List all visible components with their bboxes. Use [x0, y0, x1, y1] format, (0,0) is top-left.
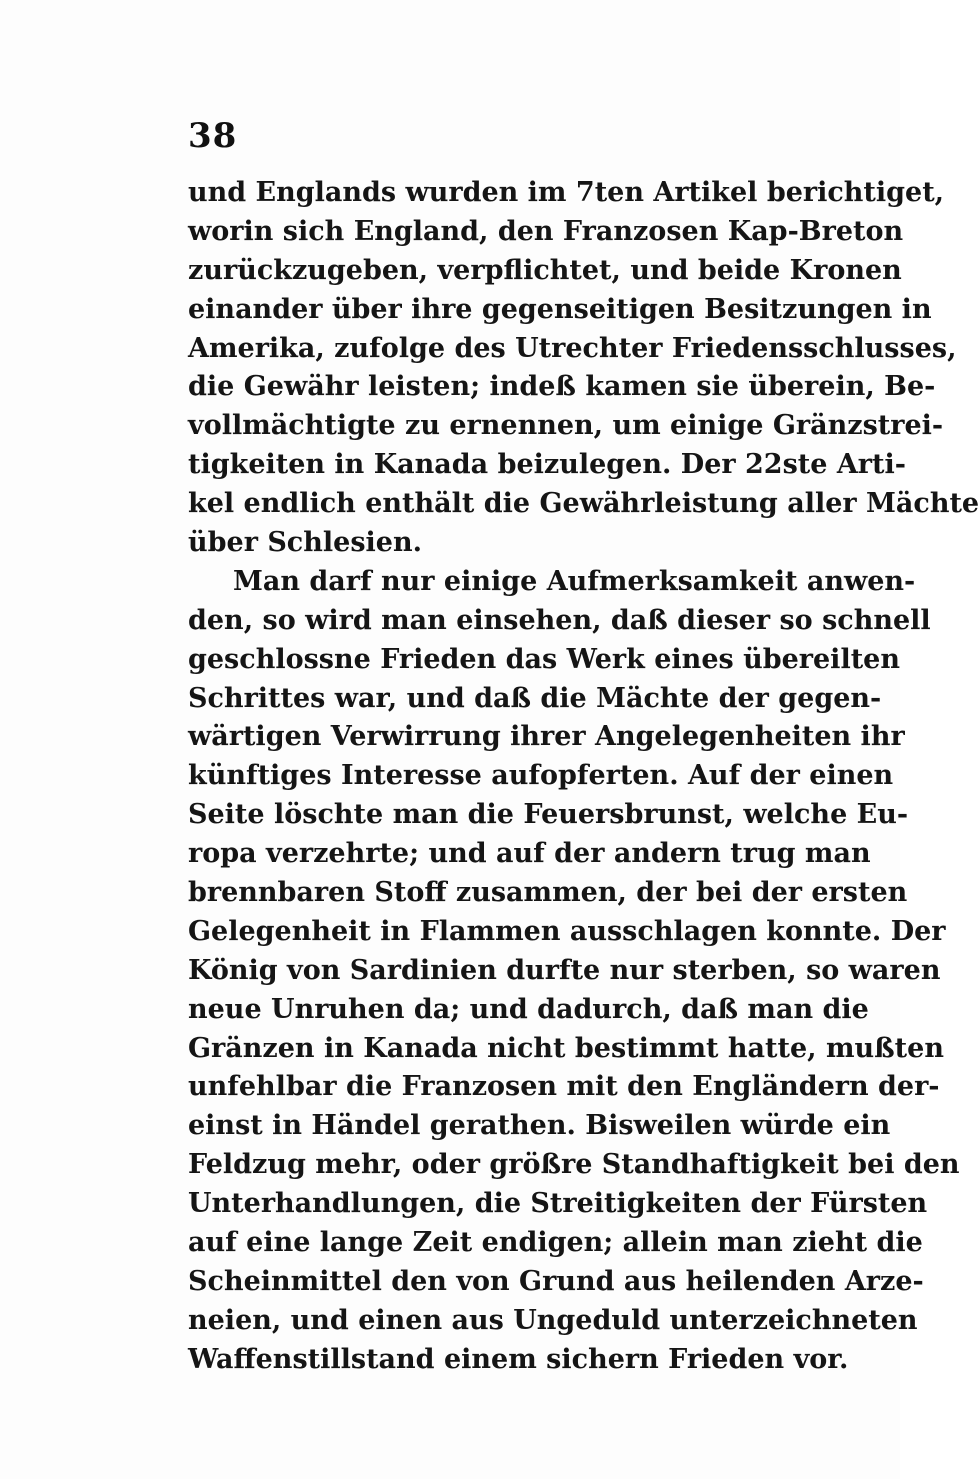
text-line: brennbaren Stoff zusammen, der bei der ersten — [188, 877, 908, 909]
text-line: und Englands wurden im 7ten Artikel berichtiget, — [188, 177, 945, 208]
text-line: Schrittes war, und daß die Mächte der gegen- — [188, 682, 882, 714]
body-text — [188, 174, 979, 1380]
text-line: Unterhandlungen, die Streitigkeiten der Fürsten — [188, 1188, 928, 1220]
text-line: den, so wird man einsehen, daß dieser so schnell — [188, 604, 931, 636]
text-line: einander über ihre gegenseitigen Besitzungen in — [188, 293, 932, 325]
text-line: tigkeiten in Kanada beizulegen. Der 22ste Arti- — [188, 449, 906, 481]
page-number: 38 — [188, 116, 238, 156]
text-line: künftiges Interesse aufopferten. Auf der einen — [188, 760, 894, 792]
text-line: Man darf nur einige Aufmerksamkeit anwen- — [233, 565, 916, 597]
text-line: Gränzen in Kanada nicht bestimmt hatte, mußten — [188, 1032, 944, 1064]
text-line: Waffenstillstand einem sichern Frieden vor. — [188, 1343, 849, 1375]
text-line: wärtigen Verwirrung ihrer Angelegenheiten ihr — [188, 721, 905, 753]
text-line: Amerika, zufolge des Utrechter Friedensschlusses, — [188, 332, 957, 364]
text-line: über Schlesien. — [188, 527, 422, 559]
text-line: Seite löschte man die Feuersbrunst, welche Eu- — [188, 799, 909, 831]
text-line: Gelegenheit in Flammen ausschlagen konnte. Der — [188, 915, 946, 947]
text-line: einst in Händel gerathen. Bisweilen würde ein — [188, 1110, 891, 1142]
text-line: zurückzugeben, verpflichtet, und beide Kronen — [188, 254, 902, 286]
text-line: Feldzug mehr, oder größre Standhaftigkeit bei den — [188, 1149, 960, 1181]
text-line: ropa verzehrte; und auf der andern trug man — [188, 838, 871, 870]
text-line: neien, und einen aus Ungeduld unterzeichneten — [188, 1304, 918, 1336]
text-line: die Gewähr leisten; indeß kamen sie überein, Be- — [188, 371, 936, 403]
text-line: unfehlbar die Franzosen mit den Engländern der- — [188, 1071, 940, 1103]
text-line: auf eine lange Zeit endigen; allein man zieht die — [188, 1227, 923, 1259]
text-line: Scheinmittel den von Grund aus heilenden Arze- — [188, 1265, 924, 1297]
text-line: neue Unruhen da; und dadurch, daß man die — [188, 993, 869, 1025]
text-line: geschlossne Frieden das Werk eines übereilten — [188, 643, 900, 675]
paragraph — [188, 563, 960, 1380]
paragraph — [188, 174, 979, 563]
text-line: vollmächtigte zu ernennen, um einige Gränzstrei- — [188, 410, 944, 442]
text-line: König von Sardinien durfte nur sterben, so waren — [188, 954, 941, 986]
text-line: worin sich England, den Franzosen Kap-Breton — [188, 215, 904, 247]
text-line: kel endlich enthält die Gewährleistung aller Mächte — [188, 488, 979, 520]
